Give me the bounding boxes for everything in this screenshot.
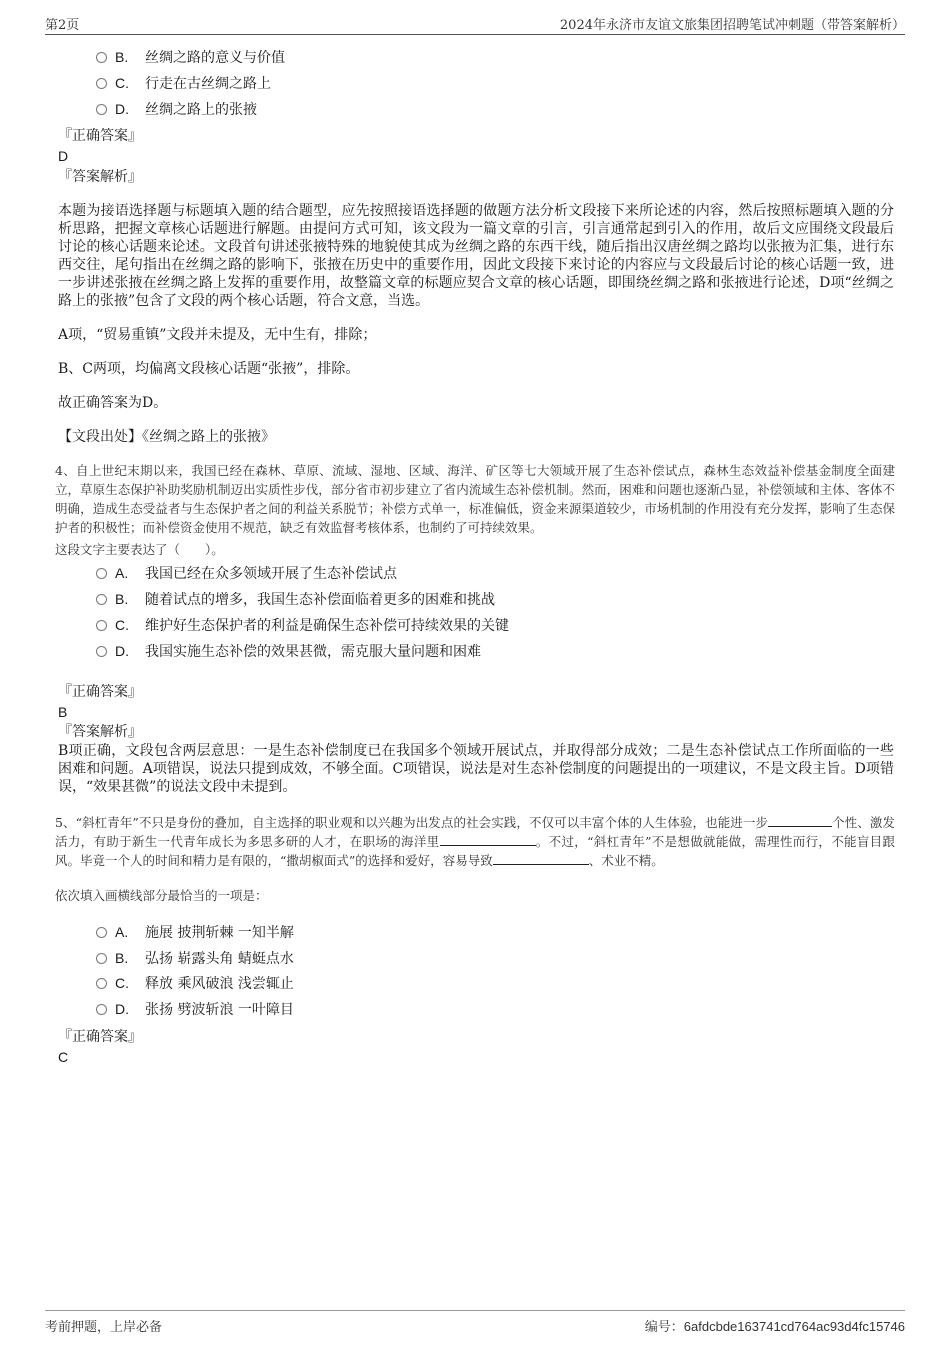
radio-icon[interactable] xyxy=(96,953,107,964)
fill-blank-3[interactable] xyxy=(493,852,589,865)
radio-icon[interactable] xyxy=(96,620,107,631)
q4-answer: B xyxy=(58,704,68,720)
q3-analysis-text: 本题为接语选择题与标题填入题的结合题型，应先按照接语选择题的做题方法分析文段接下来所论述的内容，然后按照标题填入题的分析思路，把握文章核心话题进行解题。由提问方式可知，该文段为一篇文章的引言，引言通常起到引入的作用，故后文应围绕文段最后讨论的核心话题来论述。文段首句讲述张掖特殊的地貌使其成为丝绸之路的东西干线，随后指出汉唐丝绸之路均以张掖为汇集，进行东西交往，尾句指出在丝绸之路的影响下，张掖在历史中的重要作用，因此文段接下来讨论的内容应与文段最后讨论的核心话题一致，进一步讲述张掖在丝绸之路上发挥的重要作用，故整篇文章的标题应契合文章的核心话题，即围绕丝绸之路和张掖进行论述，D项“丝绸之路上的张掖”包含了文段的两个核心话题，符合文意，当选。 xyxy=(58,203,894,309)
q4-stem: 4、自上世纪末期以来，我国已经在森林、草原、流域、湿地、区域、海洋、矿区等七大领域开展了生态补偿试点，森林生态效益补偿基金制度全面建立，草原生态保护补助奖励机制迈出实质性步伐，部分省市初步建立了省内流域生态补偿机制。然而，困难和问题也逐渐凸显，补偿领域和主体、客体不明确，造成生态受益者与生态保护者之间的利益关系脱节；补偿方式单一，标准偏低，资金来源渠道较少，市场机制的作用没有充分发挥，影响了生态保护者的积极性；而补偿资金使用不规范，缺乏有效监督考核体系，也制约了可持续效果。 xyxy=(55,463,895,535)
q3-option-c[interactable]: C. 行走在古丝绸之路上 xyxy=(96,73,271,94)
q5-stem: 5、“斜杠青年”不只是身份的叠加，自主选择的职业观和以兴趣为出发点的社会实践，不仅可以丰富个体的人生体验，也能进一步 个性、激发活力，有助于新生一代青年成长为多思多研的人才，在职场的海洋里 。不过，“斜杠青年”不是想做就能做，需理性而行，不能盲目跟风。毕竟一个人的时间和精力是有限的，“撒胡椒面式”的选择和爱好，容易导致 、术业不精。 xyxy=(55,815,895,868)
q3-answer: D xyxy=(58,148,69,164)
q4-option-a[interactable]: A. 我国已经在众多领域开展了生态补偿试点 xyxy=(96,563,397,584)
q3-analysis-option-bc: B、C两项，均偏离文段核心话题“张掖”，排除。 xyxy=(58,361,360,377)
q4-answer-label: 『正确答案』 xyxy=(58,684,142,700)
q5-answer-label: 『正确答案』 xyxy=(58,1029,142,1045)
radio-icon[interactable] xyxy=(96,104,107,115)
radio-icon[interactable] xyxy=(96,568,107,579)
radio-icon[interactable] xyxy=(96,78,107,89)
q3-answer-label: 『正确答案』 xyxy=(58,128,142,144)
radio-icon[interactable] xyxy=(96,646,107,657)
q3-option-d[interactable]: D. 丝绸之路上的张掖 xyxy=(96,99,257,120)
fill-blank-2[interactable] xyxy=(440,833,536,846)
q5-option-b[interactable]: B. 弘扬 崭露头角 蜻蜓点水 xyxy=(96,948,294,969)
q4-analysis-text: B项正确，文段包含两层意思：一是生态补偿制度已在我国多个领域开展试点，并取得部分成效；二是生态补偿试点工作所面临的一些困难和问题。A项错误，说法只提到成效，不够全面。C项错误，说法是对生态补偿制度的问题提出的一项建议，不是文段主旨。D项错误，“效果甚微”的说法文段中未提到。 xyxy=(58,743,894,795)
page-footer xyxy=(45,1310,905,1341)
q3-final-answer: 故正确答案为D。 xyxy=(58,395,168,411)
q5-option-a[interactable]: A. 施展 披荆斩棘 一知半解 xyxy=(96,922,294,943)
radio-icon[interactable] xyxy=(96,594,107,605)
radio-icon[interactable] xyxy=(96,927,107,938)
q5-question: 依次填入画横线部分最恰当的一项是： xyxy=(55,888,268,903)
q3-analysis-label: 『答案解析』 xyxy=(58,169,142,185)
document-code: 编号：6afdcbde163741cd764ac93d4fc15746 xyxy=(644,1319,905,1335)
page-number: 第2页 xyxy=(45,18,80,33)
q3-analysis-option-a: A项，“贸易重镇”文段并未提及，无中生有，排除； xyxy=(58,327,377,343)
document-title: 2024年永济市友谊文旅集团招聘笔试冲刺题（带答案解析） xyxy=(559,18,905,33)
radio-icon[interactable] xyxy=(96,52,107,63)
q4-question: 这段文字主要表达了（ ）。 xyxy=(55,542,224,557)
footer-slogan: 考前押题，上岸必备 xyxy=(45,1320,163,1335)
q5-answer: C xyxy=(58,1049,69,1065)
q4-option-c[interactable]: C. 维护好生态保护者的利益是确保生态补偿可持续效果的关键 xyxy=(96,615,509,636)
radio-icon[interactable] xyxy=(96,978,107,989)
q3-source: 【文段出处】《丝绸之路上的张掖》 xyxy=(58,429,275,445)
q5-option-d[interactable]: D. 张扬 劈波斩浪 一叶障目 xyxy=(96,999,294,1020)
page-header xyxy=(45,12,905,35)
q3-option-b[interactable]: B. 丝绸之路的意义与价值 xyxy=(96,47,285,68)
q4-analysis-label: 『答案解析』 xyxy=(58,724,142,740)
q4-option-d[interactable]: D. 我国实施生态补偿的效果甚微，需克服大量问题和困难 xyxy=(96,641,481,662)
fill-blank-1[interactable] xyxy=(768,814,832,827)
q4-option-b[interactable]: B. 随着试点的增多，我国生态补偿面临着更多的困难和挑战 xyxy=(96,589,495,610)
q5-option-c[interactable]: C. 释放 乘风破浪 浅尝辄止 xyxy=(96,973,294,994)
radio-icon[interactable] xyxy=(96,1004,107,1015)
